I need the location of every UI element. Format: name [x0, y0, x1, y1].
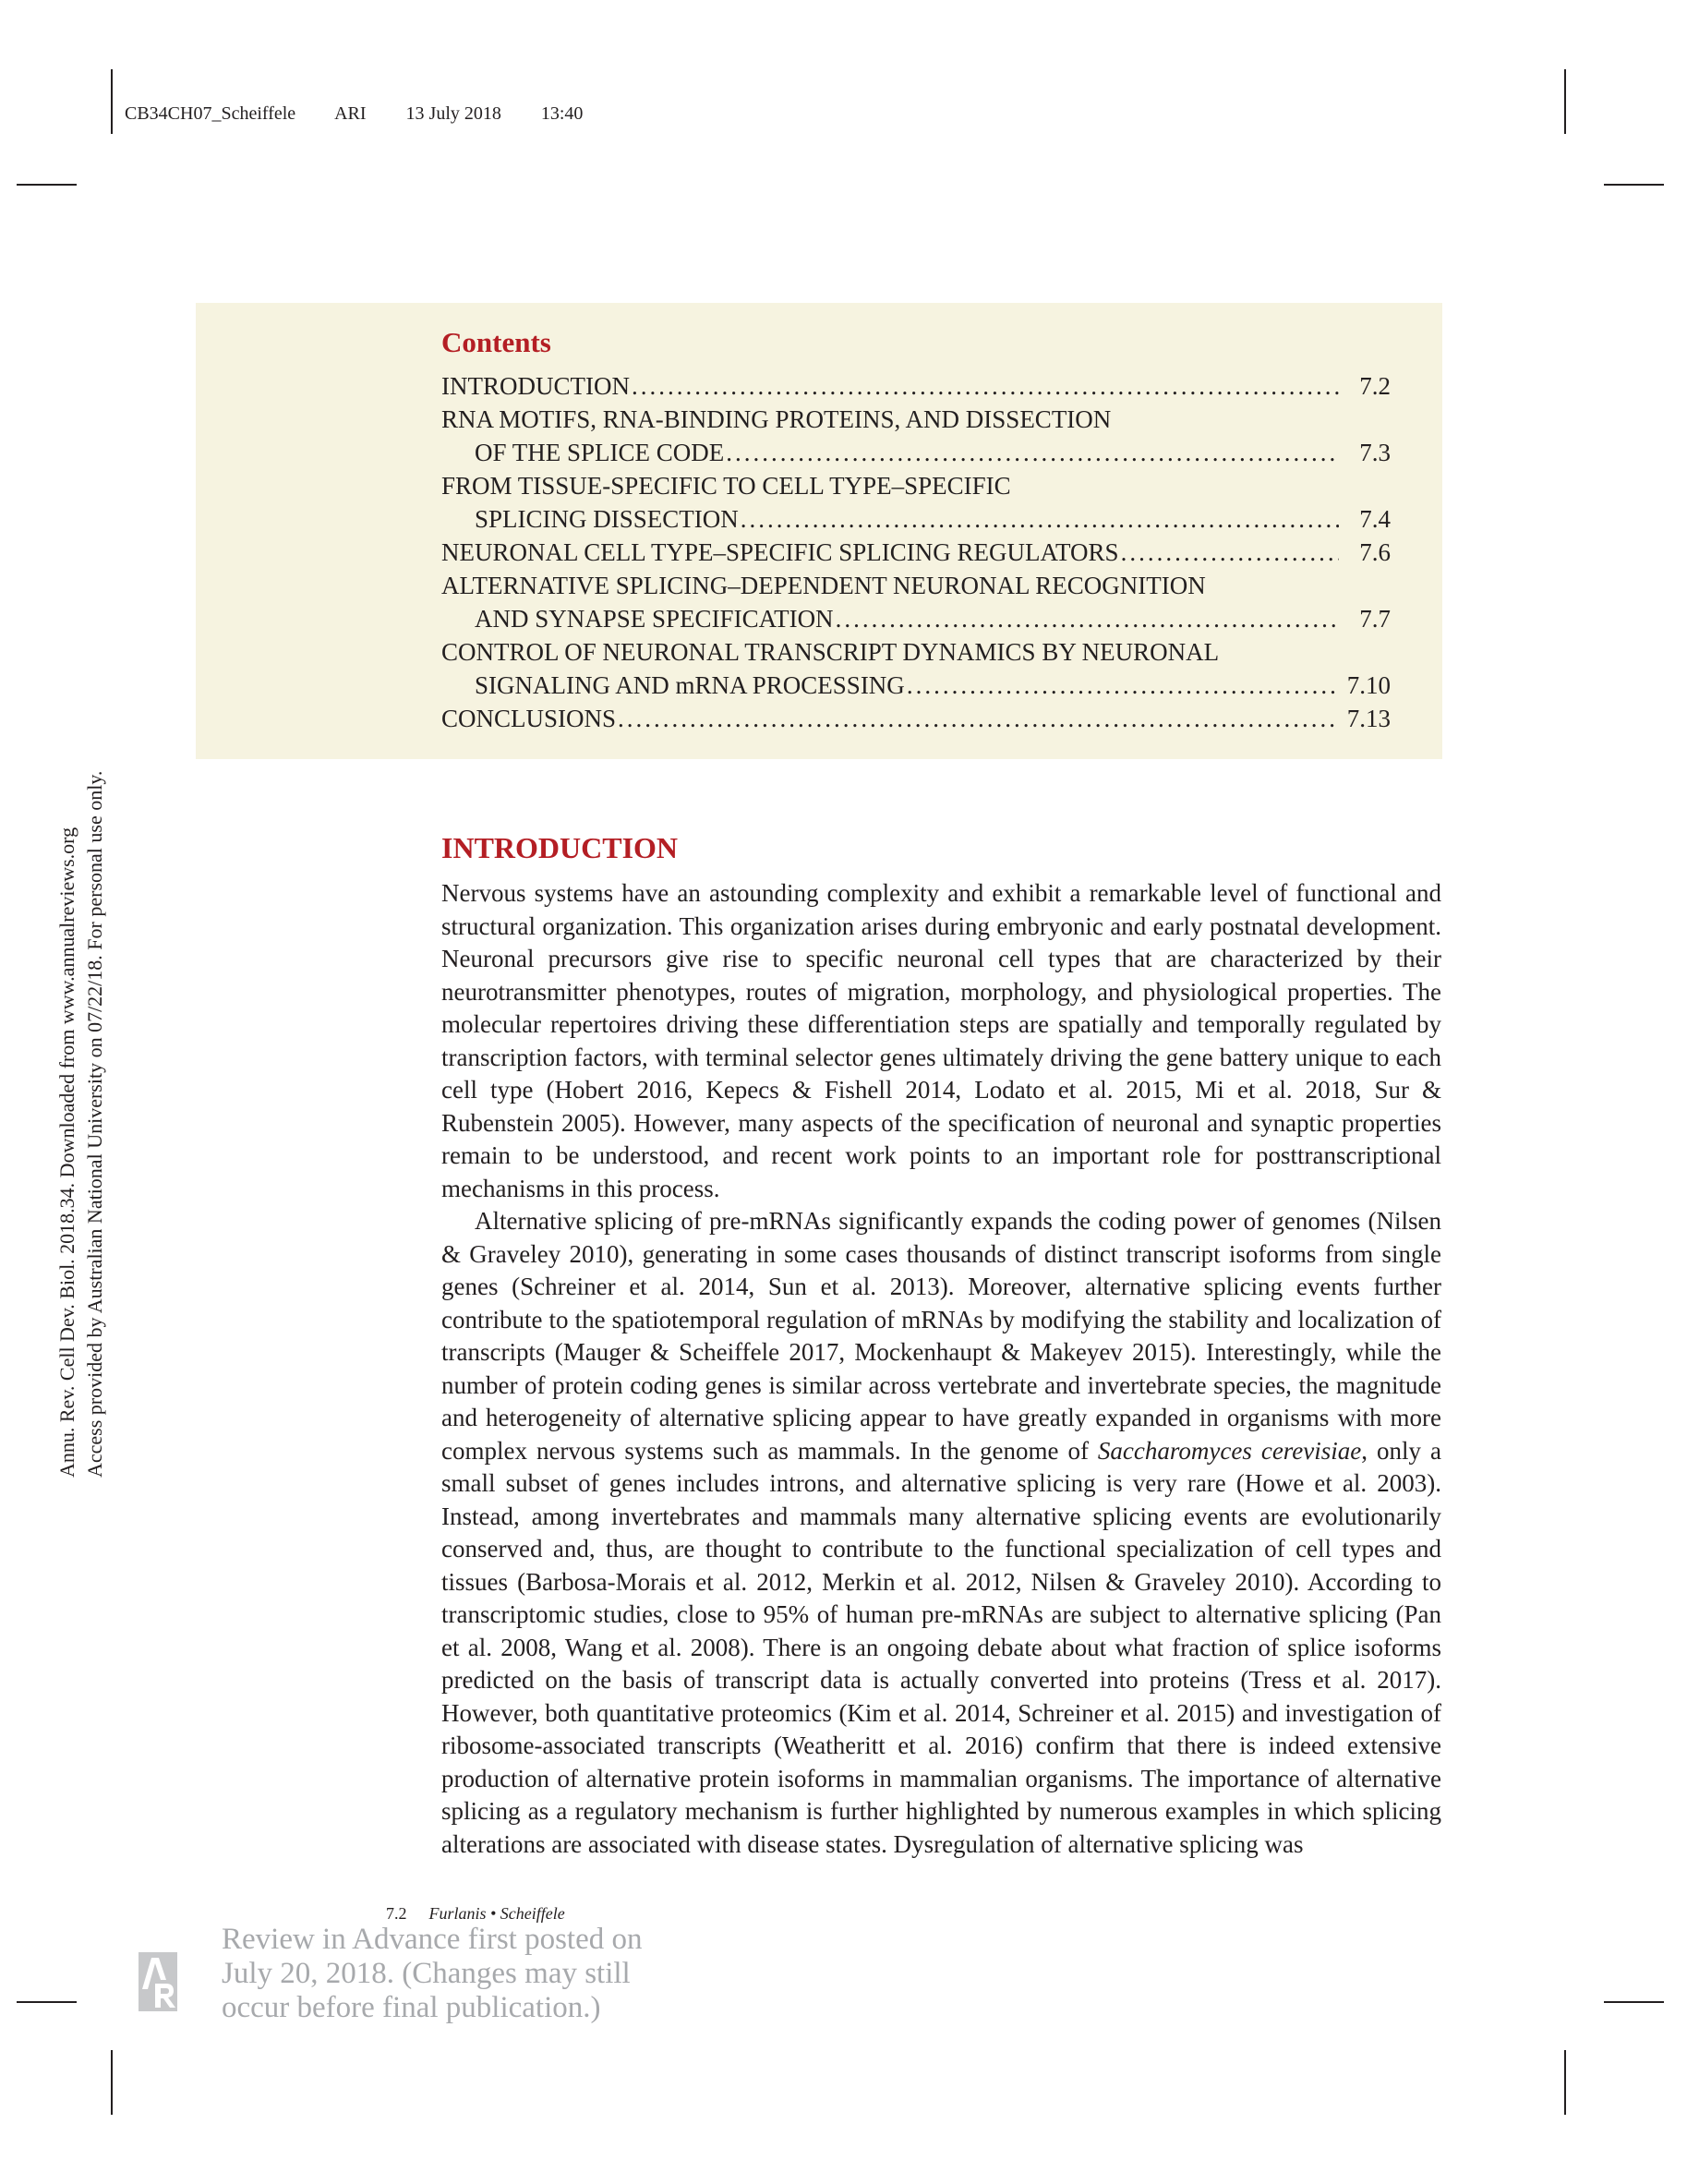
table-of-contents	[441, 369, 1391, 735]
toc-entry[interactable]: OF THE SPLICE CODE ..... 7.3	[441, 436, 1391, 469]
toc-entry[interactable]: SIGNALING AND mRNA PROCESSING ..... 7.10	[441, 669, 1391, 702]
toc-entry[interactable]: FROM TISSUE-SPECIFIC TO CELL TYPE–SPECIFIC	[441, 472, 1011, 500]
crop-mark	[17, 184, 77, 186]
paragraph: Nervous systems have an astounding complexity and exhibit a remarkable level of functional and structural organization. This organization arises during embryonic and early postnatal development. Neuronal precursors give rise to specific neuronal cell types that are characterized by their neurotransmitter phenotypes, routes of migration, morphology, and physiological properties. The molecular repertoires driving these differentiation steps are spatially and temporally regulated by transcription factors, with terminal selector genes ultimately driving the gene battery unique to each cell type (Hobert 2016, Kepecs & Fishell 2014, Lodato et al. 2015, Mi et al. 2018, Sur & Rubenstein 2005). However, many aspects of the specification of neuronal and synaptic properties remain to be understood, and recent work points to an important role for posttranscriptional mechanisms in this process.	[441, 879, 1441, 1202]
toc-entry[interactable]: AND SYNAPSE SPECIFICATION ..... 7.7	[441, 602, 1391, 635]
toc-entry[interactable]: RNA MOTIFS, RNA-BINDING PROTEINS, AND DISSECTION	[441, 405, 1112, 433]
section-heading: INTRODUCTION	[441, 831, 679, 864]
crop-mark	[111, 69, 113, 134]
header-date: 13 July 2018	[405, 103, 501, 124]
body-text	[441, 877, 1441, 1861]
toc-entry[interactable]: CONTROL OF NEURONAL TRANSCRIPT DYNAMICS BY NEURONAL	[441, 638, 1220, 666]
toc-entry[interactable]: ALTERNATIVE SPLICING–DEPENDENT NEURONAL RECOGNITION	[441, 572, 1206, 599]
toc-entry[interactable]: SPLICING DISSECTION ..... 7.4	[441, 502, 1391, 536]
crop-mark	[1604, 184, 1664, 186]
toc-entry[interactable]: CONCLUSIONS ..... 7.13	[441, 702, 1391, 735]
crop-mark	[1604, 2001, 1664, 2003]
job-id: CB34CH07_Scheiffele	[125, 103, 296, 124]
publisher: ARI	[334, 103, 367, 124]
contents-title: Contents	[441, 326, 551, 358]
page-number: 7.2	[386, 1904, 407, 1923]
review-notice: Review in Advance first posted on July 20, 2018. (Changes may still occur before final publication.)	[222, 1923, 643, 2024]
authors: Furlanis • Scheiffele	[428, 1904, 565, 1923]
access-line: Annu. Rev. Cell Dev. Biol. 2018.34. Downloaded from www.annualreviews.org	[55, 827, 78, 1478]
running-header	[125, 103, 618, 125]
folio	[386, 1904, 565, 1924]
annual-reviews-logo-icon	[139, 1952, 177, 2011]
toc-entry[interactable]: INTRODUCTION ..... 7.2	[441, 369, 1391, 403]
crop-mark	[17, 2001, 77, 2003]
crop-mark	[1564, 69, 1566, 134]
access-line: Access provided by Australian National University on 07/22/18. For personal use only.	[83, 770, 106, 1478]
species-name: Saccharomyces cerevisiae	[1097, 1436, 1362, 1465]
paragraph: Alternative splicing of pre-mRNAs significantly expands the coding power of genomes (Nilsen & Graveley 2010), generating in some cases thousands of distinct transcript isoforms from single genes (Schreiner et al. 2014, Sun et al. 2013). Moreover, alternative splicing events further contribute to the spatiotemporal regulation of mRNAs by modifying the stability and localization of transcripts (Mauger & Scheiffele 2017, Mockenhaupt & Makeyev 2015). Interestingly, while the number of protein coding genes is similar across vertebrate and invertebrate species, the magnitude and heterogeneity of alternative splicing appear to have greatly expanded in organisms with more complex nervous systems such as mammals. In the genome of Saccharomyces cerevisiae, only a small subset of genes includes introns, and alternative splicing is very rare (Howe et al. 2003). Instead, among invertebrates and mammals many alternative splicing events are evolutionarily conserved and, thus, are thought to contribute to the functional specialization of cell types and tissues (Barbosa-Morais et al. 2012, Merkin et al. 2012, Nilsen & Graveley 2010). According to transcriptomic studies, close to 95% of human pre-mRNAs are subject to alternative splicing (Pan et al. 2008, Wang et al. 2008). There is an ongoing debate about what fraction of splice isoforms predicted on the basis of transcript data is actually converted into proteins (Tress et al. 2017). However, both quantitative proteomics (Kim et al. 2014, Schreiner et al. 2015) and investigation of ribosome-associated transcripts (Weatheritt et al. 2016) confirm that there is indeed extensive production of alternative protein isoforms in mammalian organisms. The importance of alternative splicing as a regulatory mechanism is further highlighted by numerous examples in which splicing alterations are associated with disease states. Dysregulation of alternative splicing was	[441, 1207, 1441, 1858]
toc-entry[interactable]: NEURONAL CELL TYPE–SPECIFIC SPLICING REGULATORS ..... 7.6	[441, 536, 1391, 569]
crop-mark	[1564, 2050, 1566, 2115]
access-notice	[54, 771, 109, 1478]
crop-mark	[111, 2050, 113, 2115]
header-time: 13:40	[540, 103, 584, 124]
